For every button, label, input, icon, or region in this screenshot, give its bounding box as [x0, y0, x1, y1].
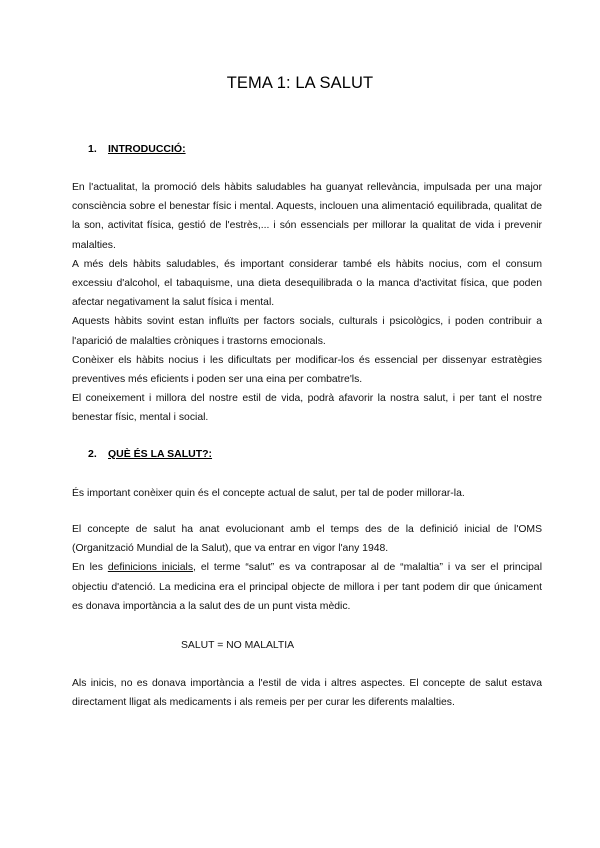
paragraph-text: En les	[72, 562, 108, 574]
section-title: INTRODUCCIÓ:	[108, 143, 186, 155]
section-heading-que-es-la-salut	[88, 448, 212, 460]
section-number: 2.	[88, 448, 97, 460]
section-title: QUÈ ÉS LA SALUT?:	[108, 448, 213, 460]
paragraph: En l'actualitat, la promoció dels hàbits saludables ha guanyat rellevància, impulsada per una major consciència sobre el benestar físic i mental. Aquests, inclouen una alimentació equilibrada, qualitat de la son, activitat física, gestió de l'estrès,... i són essencials per millorar la qualitat de vida i prevenir malalties.	[72, 182, 542, 251]
paragraph: Als inicis, no es donava importància a l'estil de vida i altres aspectes. El concepte de salut estava directament lligat als medicaments i als remeis per per curar les diferents malalties.	[72, 678, 542, 709]
section-heading-introduccio	[88, 143, 186, 155]
page-title: TEMA 1: LA SALUT	[226, 74, 374, 92]
paragraph: A més dels hàbits saludables, és important considerar també els hàbits nocius, com el consum excessiu d'alcohol, el tabaquisme, una dieta desequilibrada o la manca d'activitat física, que poden afectar negativament la salut física i mental.	[72, 258, 542, 309]
salut-body	[72, 520, 542, 616]
paragraph: Conèixer els hàbits nocius i les dificultats per modificar-los és essencial per dissenyar estratègies preventives més eficients i poden ser una eina per combatre'ls.	[72, 354, 542, 386]
paragraph: El coneixement i millora del nostre estil de vida, podrà afavorir la nostra salut, i per tant el nostre benestar físic, mental i social.	[72, 393, 542, 424]
paragraph: Aquests hàbits sovint estan influïts per factors socials, culturals i psicològics, i poden contribuir a l'aparició de malalties cròniques i trastorns emocionals.	[72, 316, 542, 347]
paragraph-text: , el terme “salut” es va contraposar al de “malaltia” i va ser el principal objectiu d'atenció. La medicina era el principal objecte de millora i per tant podem dir que únicament es donava importància a la salut des de un punt vista mèdic.	[72, 562, 543, 612]
definicions-link[interactable]: definicions inicials	[107, 562, 194, 574]
paragraph: És important conèixer quin és el concepte actual de salut, per tal de poder millorar-la.	[72, 488, 465, 499]
intro-body	[72, 178, 542, 428]
salut-closing	[72, 674, 542, 712]
formula: SALUT = NO MALALTIA	[181, 640, 295, 651]
paragraph: El concepte de salut ha anat evolucionant amb el temps des de la definició inicial de l'OMS (Organització Mundial de la Salut), que va entrar en vigor l'any 1948.	[72, 524, 542, 555]
paragraph-with-link	[72, 558, 542, 616]
salut-intro	[72, 484, 542, 503]
section-number: 1.	[88, 143, 97, 155]
